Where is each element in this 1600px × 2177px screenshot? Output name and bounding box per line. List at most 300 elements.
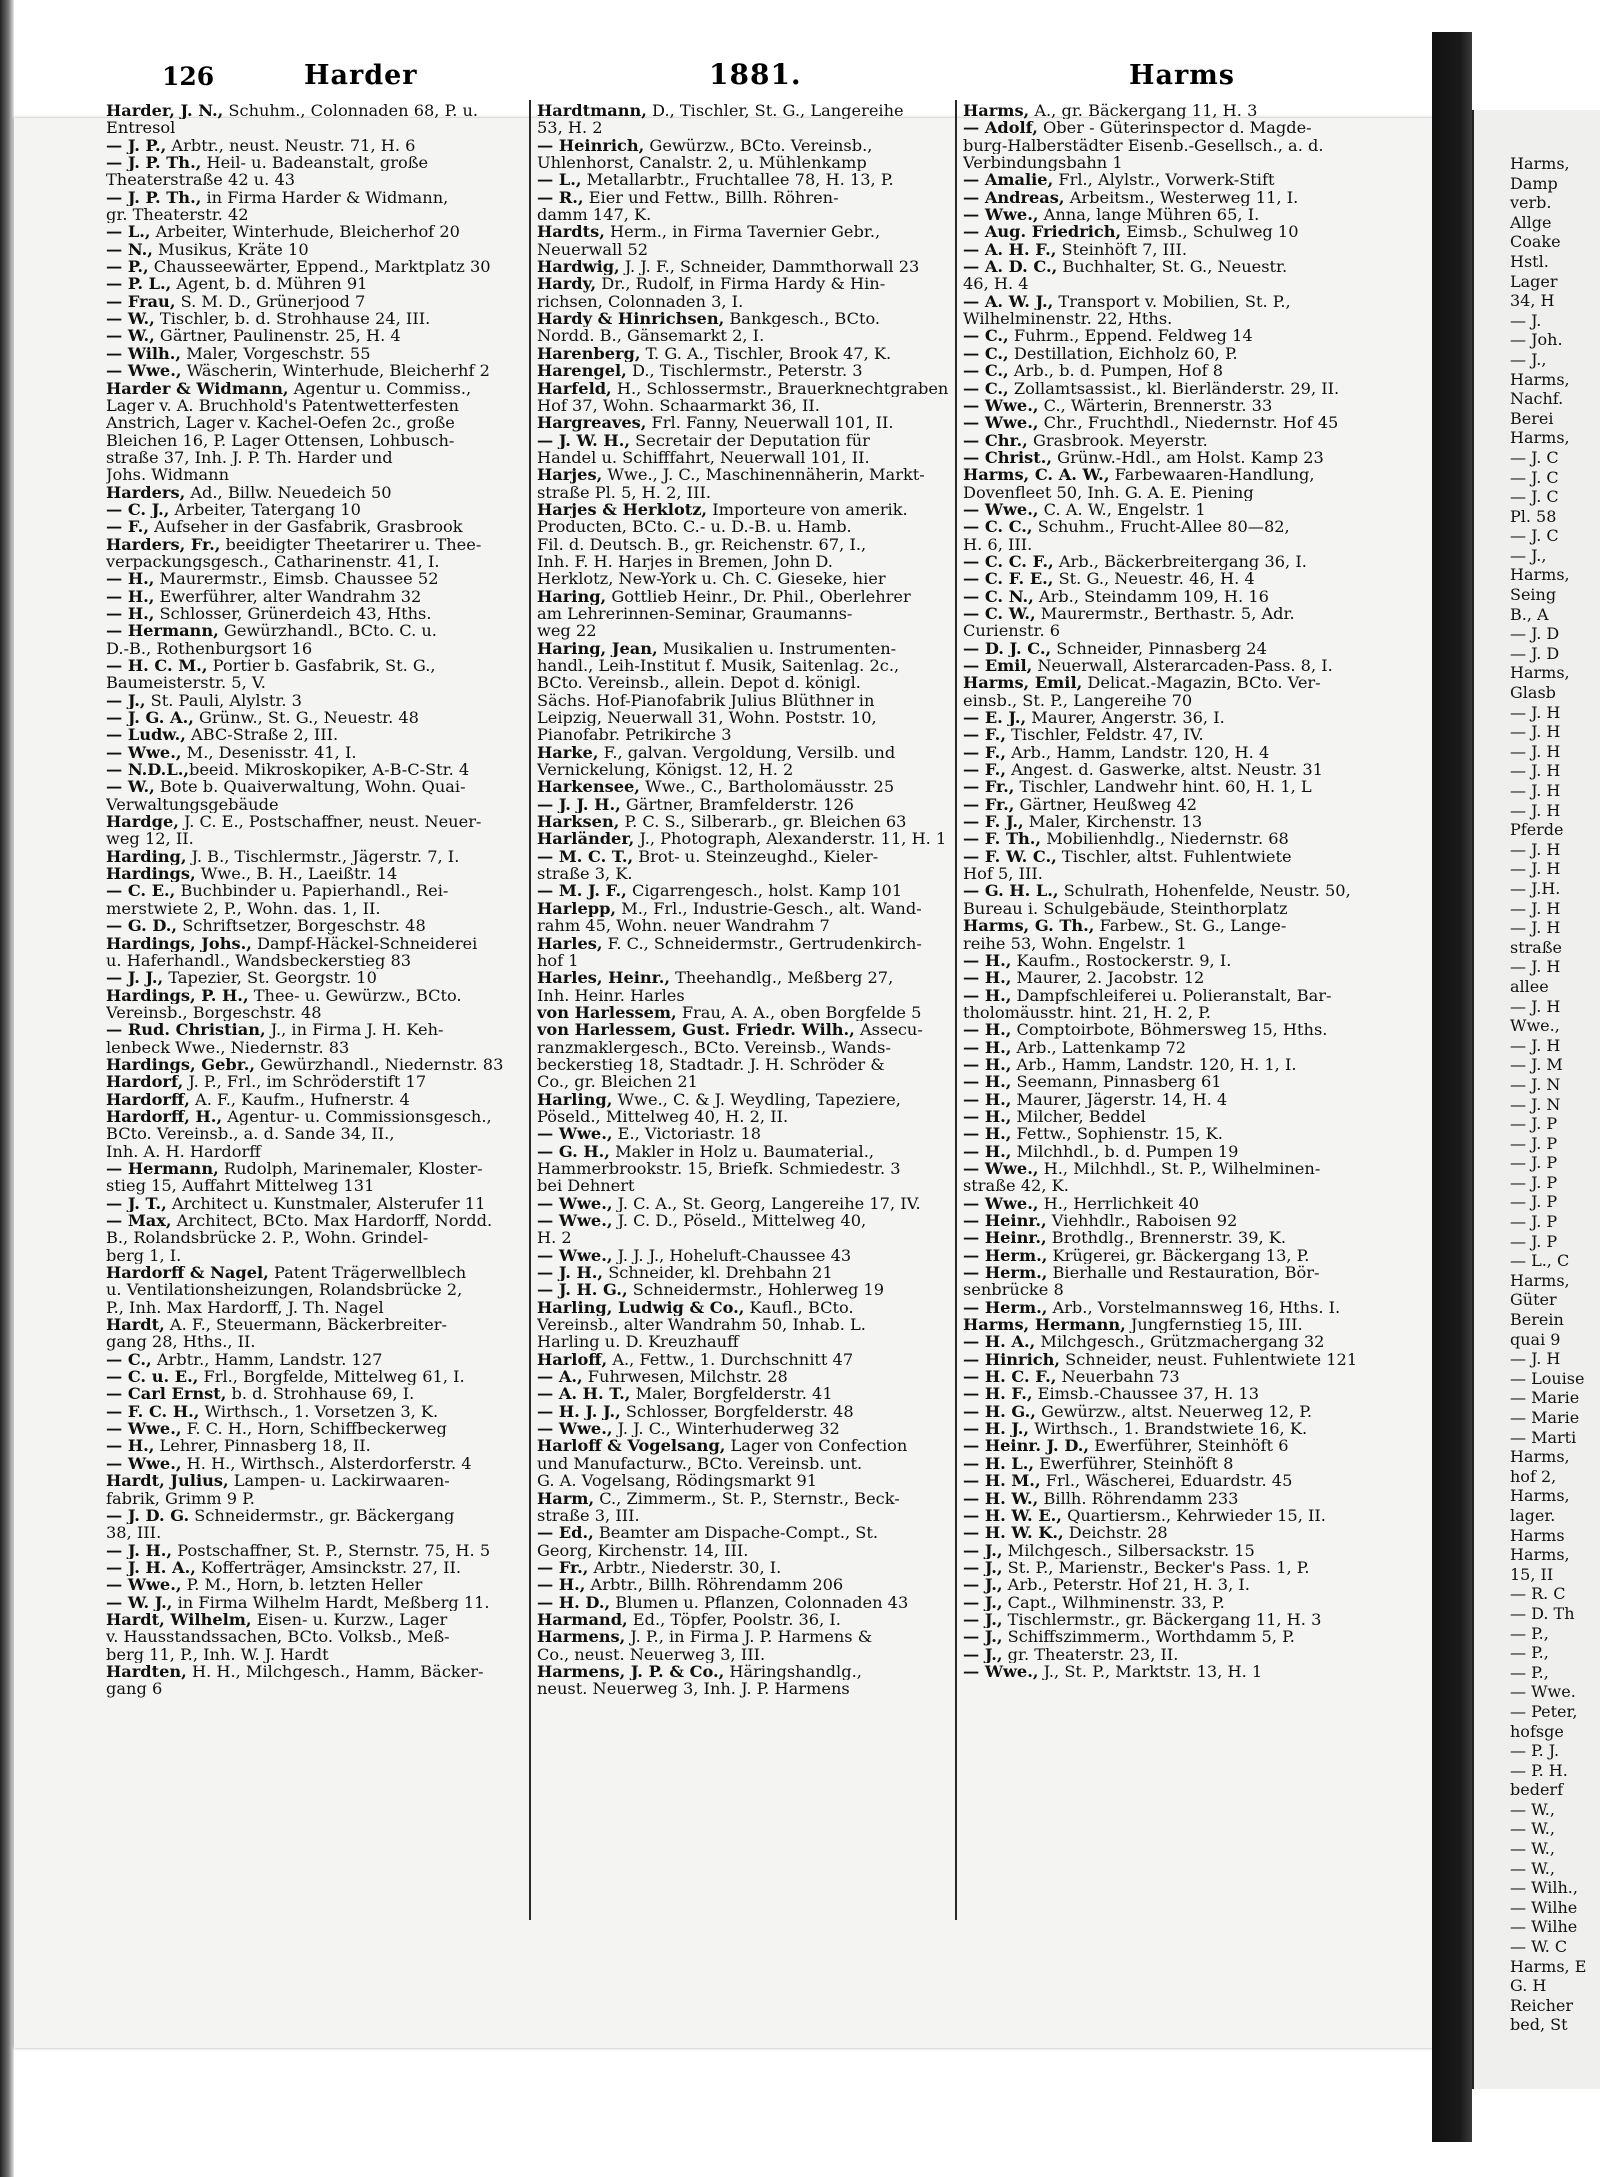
facing-page-line: bed, St: [1510, 2015, 1568, 2035]
entry-details: Portier b. Gasfabrik, St. G.,: [207, 657, 436, 675]
directory-entry-line: [537, 761, 955, 778]
entry-details: St. G., Neuestr. 46, H. 4: [1053, 570, 1255, 588]
entry-name: Hardorf,: [106, 1073, 184, 1091]
directory-entry-line: [537, 935, 955, 952]
entry-details: Maurermstr., Berthastr. 5, Adr.: [1035, 604, 1295, 623]
entry-details: Destillation, Eichholz 60, P.: [1008, 344, 1238, 363]
entry-details: Gewürzw., BCto. Vereinsb.,: [644, 136, 873, 155]
entry-name: Harkensee,: [537, 778, 640, 796]
entry-details: Billh. Röhrendamm 233: [1038, 1489, 1239, 1507]
entry-name: von Harlessem,: [537, 1003, 677, 1022]
entry-name: — H. J.,: [963, 1420, 1030, 1438]
directory-entry-line: [537, 969, 955, 986]
entry-name: — N.D.L.,: [106, 761, 189, 779]
directory-entry-line: [963, 1576, 1381, 1593]
entry-name: Haring,: [537, 587, 607, 605]
facing-page-line: — W.,: [1510, 1819, 1555, 1839]
entry-name: Hardt,: [106, 1316, 165, 1334]
directory-entry-line: [963, 952, 1381, 969]
entry-name: — J. D. G.: [106, 1506, 190, 1525]
directory-entry-line: [106, 882, 524, 899]
directory-entry-line: [537, 1177, 955, 1194]
entry-details: Arbeitsm., Westerweg 11, I.: [1064, 188, 1299, 207]
entry-details: burg-Halberstädter Eisenb.-Gesellsch., a. d.: [963, 136, 1324, 155]
facing-page-line: B., A: [1510, 604, 1549, 624]
directory-entry-line: [537, 1507, 955, 1524]
directory-entry-line: [106, 1680, 524, 1697]
entry-name: — H. C. F.,: [963, 1368, 1057, 1386]
facing-page-line: — J. P: [1510, 1114, 1558, 1134]
entry-name: — H.,: [963, 1107, 1012, 1126]
entry-details: senbrücke 8: [963, 1281, 1064, 1299]
directory-entry-line: [537, 1385, 955, 1402]
directory-entry-line: [537, 536, 955, 553]
entry-details: P., Inh. Max Hardorff, J. Th. Nagel: [106, 1298, 384, 1317]
entry-details: B., Rolandsbrücke 2. P., Wohn. Grindel-: [106, 1229, 429, 1247]
directory-entry-line: [963, 1594, 1381, 1611]
directory-entry-line: [963, 275, 1381, 292]
entry-name: — J. P.,: [106, 136, 167, 155]
entry-details: Ewerführer, alter Wandrahm 32: [154, 587, 422, 605]
facing-page-line: — Wilh.,: [1510, 1878, 1578, 1898]
entry-details: Mobilienhdlg., Niedernstr. 68: [1041, 830, 1289, 848]
directory-entry-line: [963, 501, 1381, 518]
facing-page-line: Berei: [1510, 408, 1554, 428]
facing-page-line: — J. C: [1510, 526, 1559, 546]
facing-page-line: Hstl.: [1510, 251, 1549, 271]
column-rule: [529, 100, 531, 1920]
directory-entry-line: [537, 119, 955, 136]
directory-entry-line: [963, 310, 1381, 327]
directory-entry-line: [106, 952, 524, 969]
entry-details: Herklotz, New-York u. Ch. C. Gieseke, hier: [537, 570, 886, 588]
directory-entry-line: [106, 223, 524, 240]
entry-name: — P.,: [106, 258, 149, 276]
facing-page-line: G. H: [1510, 1976, 1547, 1996]
facing-page-line: Damp: [1510, 173, 1558, 193]
facing-page-line: Reicher: [1510, 1995, 1574, 2015]
entry-details: straße 3, K.: [537, 865, 633, 883]
entry-details: straße 3, III.: [537, 1506, 640, 1525]
directory-entry-line: [106, 1628, 524, 1645]
entry-details: Maurer, Angerstr. 36, I.: [1026, 709, 1225, 727]
facing-page-line: — J. H: [1510, 800, 1561, 820]
entry-details: Arb., Lattenkamp 72: [1011, 1038, 1187, 1056]
directory-entry-line: [537, 796, 955, 813]
directory-entry-line: [963, 241, 1381, 258]
directory-entry-line: [106, 1576, 524, 1593]
entry-name: — Wwe.,: [963, 414, 1039, 432]
directory-entry-line: [537, 1437, 955, 1454]
directory-entry-line: [537, 709, 955, 726]
entry-name: Harmens,: [537, 1628, 626, 1646]
facing-page-line: — P.,: [1510, 1623, 1549, 1643]
entry-details: Schuhm., Colonnaden 68, P. u.: [223, 102, 479, 120]
entry-details: C., Wärterin, Brennerstr. 33: [1038, 396, 1273, 415]
entry-details: Arbtr., Niederstr. 30, I.: [588, 1558, 782, 1577]
entry-name: Hardings, Johs.,: [106, 934, 252, 952]
facing-page-line: — P.,: [1510, 1662, 1549, 1682]
entry-details: Ober - Güterinspector d. Magde-: [1037, 119, 1312, 137]
entry-details: Arb., Bäckerbreitergang 36, I.: [1053, 552, 1307, 571]
facing-page-line: — J.,: [1510, 545, 1547, 565]
entry-name: — F.,: [963, 743, 1006, 762]
directory-entry-line: [963, 1212, 1381, 1229]
entry-name: Hardy,: [537, 275, 597, 293]
entry-details: J. J. J., Hoheluft-Chaussee 43: [612, 1246, 852, 1265]
directory-entry-line: [537, 1542, 955, 1559]
entry-name: — Heinr. J. D.,: [963, 1437, 1090, 1455]
entry-details: Agent, b. d. Mühren 91: [171, 275, 368, 293]
entry-details: Seemann, Pinnasberg 61: [1011, 1073, 1222, 1091]
running-head-right: Harms: [1129, 60, 1235, 91]
entry-details: straße 42, K.: [963, 1177, 1069, 1195]
book-spine-gutter: [1432, 32, 1472, 2142]
directory-entry-line: [963, 570, 1381, 587]
directory-entry-line: [537, 1212, 955, 1229]
entry-details: in Firma Harder & Widmann,: [201, 188, 449, 207]
directory-entry-line: [537, 1039, 955, 1056]
entry-details: M., Frl., Industrie-Gesch., alt. Wand-: [616, 899, 922, 918]
facing-page-line: — R. C: [1510, 1584, 1566, 1604]
facing-page-line: — Wwe.: [1510, 1682, 1576, 1702]
facing-page-line: — J.: [1510, 310, 1542, 330]
facing-page-line: — L., C: [1510, 1251, 1570, 1271]
directory-entry-line: [537, 1472, 955, 1489]
directory-entry-line: [537, 223, 955, 240]
entry-details: Co., neust. Neuerweg 3, III.: [537, 1645, 766, 1663]
entry-details: Farbewaaren-Handlung,: [1109, 466, 1315, 484]
entry-details: Arbtr., Billh. Röhrendamm 206: [585, 1576, 844, 1594]
directory-entry-line: [106, 293, 524, 310]
entry-name: — F.,: [963, 761, 1006, 779]
entry-name: — Wwe.,: [106, 1576, 182, 1594]
entry-details: Milchgesch., Silbersackstr. 15: [1002, 1541, 1255, 1559]
facing-page-line: — Joh.: [1510, 330, 1563, 350]
directory-entry-line: [963, 1004, 1381, 1021]
scan-edge-shadow: [0, 0, 14, 2177]
entry-details: Dampf-Häckel-Schneiderei: [251, 934, 478, 952]
directory-entry-line: [537, 189, 955, 206]
entry-name: — E. J.,: [963, 709, 1027, 727]
entry-details: A., gr. Bäckergang 11, H. 3: [1029, 102, 1258, 120]
directory-entry-line: [537, 1333, 955, 1350]
entry-name: Hardt, Wilhelm,: [106, 1610, 252, 1629]
entry-details: C. A. W., Engelstr. 1: [1038, 500, 1206, 519]
entry-details: Postschaffner, St. P., Sternstr. 75, H. 5: [172, 1541, 491, 1559]
directory-entry-line: [963, 1507, 1381, 1524]
directory-entry-line: [537, 1628, 955, 1645]
entry-name: — M. C. T.,: [537, 847, 634, 866]
entry-details: Leipzig, Neuerwall 31, Wohn. Poststr. 10,: [537, 709, 877, 727]
entry-name: — J. P. Th.,: [106, 154, 202, 172]
entry-name: — Wwe.,: [963, 1159, 1039, 1178]
entry-details: Arb., Hamm, Landstr. 120, H. 1, I.: [1011, 1055, 1297, 1074]
entry-details: Metallarbtr., Fruchtallee 78, H. 13, P.: [581, 171, 894, 189]
facing-page-line: Güter: [1510, 1290, 1557, 1310]
entry-details: Farbew., St. G., Lange-: [1094, 917, 1287, 935]
directory-entry-line: [963, 917, 1381, 934]
directory-entry-line: [963, 553, 1381, 570]
directory-entry-line: [963, 1039, 1381, 1056]
entry-details: Chausseewärter, Eppend., Marktplatz 30: [148, 258, 491, 276]
entry-details: Hof 5, III.: [963, 865, 1043, 883]
entry-details: Arb., Steindamm 109, H. 16: [1033, 587, 1269, 605]
entry-name: von Harlessem, Gust. Friedr. Wilh.,: [537, 1021, 855, 1039]
directory-entry-line: [106, 969, 524, 986]
directory-entry-line: [106, 588, 524, 605]
entry-details: Patent Trägerwellblech: [268, 1264, 467, 1282]
entry-details: Gärtner, Heußweg 42: [1014, 795, 1198, 814]
entry-name: — C.,: [106, 1350, 152, 1369]
directory-entry-line: [106, 987, 524, 1004]
directory-entry-line: [537, 1160, 955, 1177]
entry-name: Harengel,: [537, 362, 627, 380]
facing-page-line: — J. P: [1510, 1133, 1558, 1153]
entry-details: Ed., Töpfer, Poolstr. 36, I.: [627, 1610, 841, 1629]
entry-details: Harling u. D. Kreuzhauff: [537, 1333, 739, 1351]
entry-details: verpackungsgesch., Catharinenstr. 41, I.: [106, 552, 440, 571]
entry-details: Nordd. B., Gänsemarkt 2, I.: [537, 327, 765, 345]
entry-details: berg 1, I.: [106, 1246, 182, 1265]
directory-entry-line: [106, 189, 524, 206]
entry-name: Harloff,: [537, 1350, 608, 1369]
entry-details: u. Ventilationsheizungen, Rolandsbrücke 2,: [106, 1281, 463, 1299]
directory-entry-line: [963, 449, 1381, 466]
directory-entry-line: [106, 674, 524, 691]
entry-name: — C. J.,: [106, 500, 170, 519]
entry-details: 46, H. 4: [963, 275, 1029, 293]
entry-details: J., Photograph, Alexanderstr. 11, H. 1: [634, 830, 947, 848]
entry-name: — Amalie,: [963, 171, 1054, 189]
entry-details: C., Zimmerm., St. P., Sternstr., Beck-: [594, 1489, 900, 1507]
entry-details: Schneidermstr., gr. Bäckergang: [189, 1506, 455, 1525]
directory-entry-line: [963, 1247, 1381, 1264]
directory-entry-line: [537, 1594, 955, 1611]
directory-entry-line: [963, 1056, 1381, 1073]
facing-page-line: — J. P: [1510, 1212, 1558, 1232]
entry-details: Buchhalter, St. G., Neuestr.: [1057, 258, 1288, 276]
entry-name: Harms,: [963, 102, 1030, 120]
entry-name: — C. u. E.,: [106, 1368, 199, 1386]
entry-details: Bankgesch., BCto.: [724, 310, 881, 328]
entry-details: berg 11, P., Inh. W. J. Hardt: [106, 1645, 329, 1663]
entry-name: Harloff & Vogelsang,: [537, 1437, 726, 1455]
entry-name: — H.,: [963, 1125, 1012, 1143]
directory-entry-line: [963, 1611, 1381, 1628]
directory-entry-line: [963, 1229, 1381, 1246]
directory-entry-line: [963, 1420, 1381, 1437]
entry-details: F. C. H., Horn, Schiffbeckerweg: [181, 1420, 447, 1438]
directory-entry-line: [106, 865, 524, 882]
directory-entry-line: [106, 1368, 524, 1385]
directory-entry-line: [106, 1437, 524, 1454]
directory-entry-line: [537, 258, 955, 275]
entry-details: Milcher, Beddel: [1011, 1107, 1146, 1126]
directory-entry-line: [537, 1195, 955, 1212]
directory-entry-line: [537, 449, 955, 466]
entry-details: Wwe., C. & J. Weydling, Tapeziere,: [612, 1090, 901, 1108]
directory-entry-line: [963, 1108, 1381, 1125]
entry-details: Bureau i. Schulgebäude, Steinthorplatz: [963, 899, 1288, 918]
entry-details: Pianofabr. Petrikirche 3: [537, 726, 732, 744]
entry-name: — W.,: [106, 327, 155, 345]
entry-name: — H.,: [106, 587, 155, 605]
entry-details: Arbeiter, Tatergang 10: [169, 500, 361, 519]
entry-details: Eimsb., Schulweg 10: [1121, 223, 1299, 241]
facing-page-line: — J.,: [1510, 349, 1547, 369]
entry-name: — C.,: [963, 344, 1009, 363]
directory-entry-line: [537, 1108, 955, 1125]
entry-details: H., Herrlichkeit 40: [1038, 1194, 1200, 1212]
entry-name: — Wwe.,: [537, 1212, 613, 1230]
entry-details: Inh. F. H. Harjes in Bremen, John D.: [537, 552, 833, 571]
directory-entry-line: [106, 692, 524, 709]
directory-entry-line: [106, 709, 524, 726]
facing-page-line: — P.,: [1510, 1643, 1549, 1663]
directory-entry-line: [963, 796, 1381, 813]
directory-entry-line: [963, 518, 1381, 535]
directory-entry-line: [537, 588, 955, 605]
directory-entry-line: [106, 1229, 524, 1246]
entry-name: Harding,: [106, 847, 187, 866]
directory-entry-line: [106, 119, 524, 136]
entry-details: fabrik, Grimm 9 P.: [106, 1489, 255, 1507]
entry-details: Tischler, b. d. Strohhause 24, III.: [154, 310, 431, 328]
facing-page-line: — Louise: [1510, 1368, 1585, 1388]
entry-name: Hardorff & Nagel,: [106, 1264, 269, 1282]
entry-details: Maler, Kirchenstr. 13: [1023, 813, 1203, 831]
entry-details: Gewürzhandl., Niedernstr. 83: [255, 1055, 504, 1074]
directory-entry-line: [537, 1420, 955, 1437]
directory-entry-line: [537, 692, 955, 709]
entry-name: — Heinr.,: [963, 1229, 1047, 1247]
facing-page-line: — J. H: [1510, 702, 1561, 722]
entry-details: beeidigter Theetarirer u. Thee-: [220, 535, 482, 553]
entry-details: J. B., Tischlermstr., Jägerstr. 7, I.: [186, 847, 460, 866]
entry-name: — Heinr.,: [963, 1212, 1047, 1230]
facing-page-line: Coake: [1510, 232, 1561, 252]
entry-name: — F. C. H.,: [106, 1402, 200, 1421]
entry-details: Bierhalle und Restauration, Bör-: [1047, 1264, 1320, 1282]
directory-entry-line: [537, 1299, 955, 1316]
entry-details: Fuhrwesen, Milchstr. 28: [582, 1368, 788, 1386]
facing-page-line: — J. D: [1510, 624, 1560, 644]
entry-name: — Carl Ernst,: [106, 1385, 227, 1403]
entry-details: Jungfernstieg 15, III.: [1125, 1316, 1303, 1334]
directory-entry-line: [106, 553, 524, 570]
entry-details: Schulrath, Hohenfelde, Neustr. 50,: [1058, 882, 1351, 900]
entry-name: — H.,: [963, 1142, 1012, 1160]
facing-page-line: Wwe.,: [1510, 1016, 1560, 1036]
directory-entry-line: [106, 1472, 524, 1489]
facing-page-line: Harms,: [1510, 1270, 1570, 1290]
entry-details: Ewerführer, Steinhöft 8: [1034, 1454, 1234, 1473]
facing-page-line: — Marti: [1510, 1427, 1577, 1447]
entry-details: Vernickelung, Königst. 12, H. 2: [537, 761, 794, 779]
directory-entry-line: [106, 1039, 524, 1056]
entry-details: Frau, A. A., oben Borgfelde 5: [676, 1003, 922, 1022]
facing-page-line: Harms,: [1510, 154, 1570, 173]
directory-entry-line: [963, 882, 1381, 899]
entry-name: — H.,: [963, 1038, 1012, 1056]
entry-details: Georg, Kirchenstr. 14, III.: [537, 1541, 749, 1559]
directory-entry-line: [537, 830, 955, 847]
facing-page-line: — Marie: [1510, 1388, 1580, 1408]
entry-name: — H. J. J.,: [537, 1402, 621, 1421]
entry-details: H., Schlossermstr., Brauerknechtgraben: [611, 379, 949, 397]
directory-entry-line: [537, 484, 955, 501]
directory-entry-line: [106, 1420, 524, 1437]
facing-page-line: bederf: [1510, 1780, 1563, 1800]
entry-details: hof 1: [537, 951, 579, 970]
entry-name: — J. H.,: [537, 1264, 604, 1282]
entry-name: Harders, Fr.,: [106, 535, 221, 553]
entry-name: — C. E.,: [106, 882, 176, 900]
directory-entry-line: [537, 1247, 955, 1264]
entry-name: — Wwe.,: [963, 206, 1039, 224]
directory-entry-line: [963, 726, 1381, 743]
directory-entry-line: [537, 674, 955, 691]
entry-details: Lehrer, Pinnasberg 18, II.: [154, 1437, 371, 1455]
entry-details: Bleichen 16, P. Lager Ottensen, Lohbusch-: [106, 431, 455, 449]
directory-column-2: [537, 102, 955, 1922]
facing-page-line: Harms,: [1510, 428, 1570, 448]
entry-name: — H. L.,: [963, 1454, 1035, 1473]
entry-details: Lampen- u. Lackirwaaren-: [228, 1472, 450, 1490]
facing-page-line: — J. H: [1510, 898, 1561, 918]
entry-name: — F. Th.,: [963, 830, 1042, 848]
entry-name: Harfeld,: [537, 379, 612, 397]
directory-entry-line: [106, 1594, 524, 1611]
facing-page-line: — J. N: [1510, 1074, 1561, 1094]
entry-name: — Christ.,: [963, 448, 1053, 467]
directory-entry-line: [963, 969, 1381, 986]
entry-details: Arbeiter, Winterhude, Bleicherhof 20: [150, 223, 460, 241]
entry-details: Theaterstraße 42 u. 43: [106, 171, 296, 189]
directory-entry-line: [963, 1195, 1381, 1212]
directory-entry-line: [537, 882, 955, 899]
directory-entry-line: [963, 536, 1381, 553]
facing-page-line: — J. C: [1510, 487, 1559, 507]
entry-name: — Hermann,: [106, 622, 219, 640]
facing-page-line: — J. H: [1510, 1035, 1561, 1055]
entry-name: — Hermann,: [106, 1159, 219, 1178]
entry-details: J. P., Frl., im Schröderstift 17: [183, 1073, 427, 1091]
directory-entry-line: [963, 327, 1381, 344]
entry-details: Makler in Holz u. Baumaterial.,: [609, 1142, 875, 1160]
directory-entry-line: [106, 1247, 524, 1264]
entry-details: D.-B., Rothenburgsort 16: [106, 639, 313, 657]
facing-page-line: hof 2,: [1510, 1466, 1557, 1486]
entry-details: lenbeck Wwe., Niedernstr. 83: [106, 1038, 350, 1056]
entry-details: J. C. E., Postschaffner, neust. Neuer-: [178, 813, 482, 831]
entry-name: — H.,: [963, 1055, 1012, 1074]
directory-entry-line: [106, 917, 524, 934]
entry-name: Harmens, J. P. & Co.,: [537, 1662, 725, 1681]
directory-entry-line: [963, 657, 1381, 674]
directory-entry-line: [106, 1264, 524, 1281]
entry-details: S. M. D., Grünerjood 7: [175, 292, 366, 311]
entry-name: — H.,: [963, 951, 1012, 970]
entry-name: — C.,: [963, 362, 1009, 380]
entry-name: — Andreas,: [963, 188, 1065, 207]
entry-details: ABC-Straße 2, III.: [185, 726, 339, 744]
entry-name: — G. H.,: [537, 1142, 610, 1160]
directory-entry-line: [106, 1455, 524, 1472]
entry-details: Buchbinder u. Papierhandl., Rei-: [175, 882, 449, 900]
directory-entry-line: [106, 726, 524, 743]
